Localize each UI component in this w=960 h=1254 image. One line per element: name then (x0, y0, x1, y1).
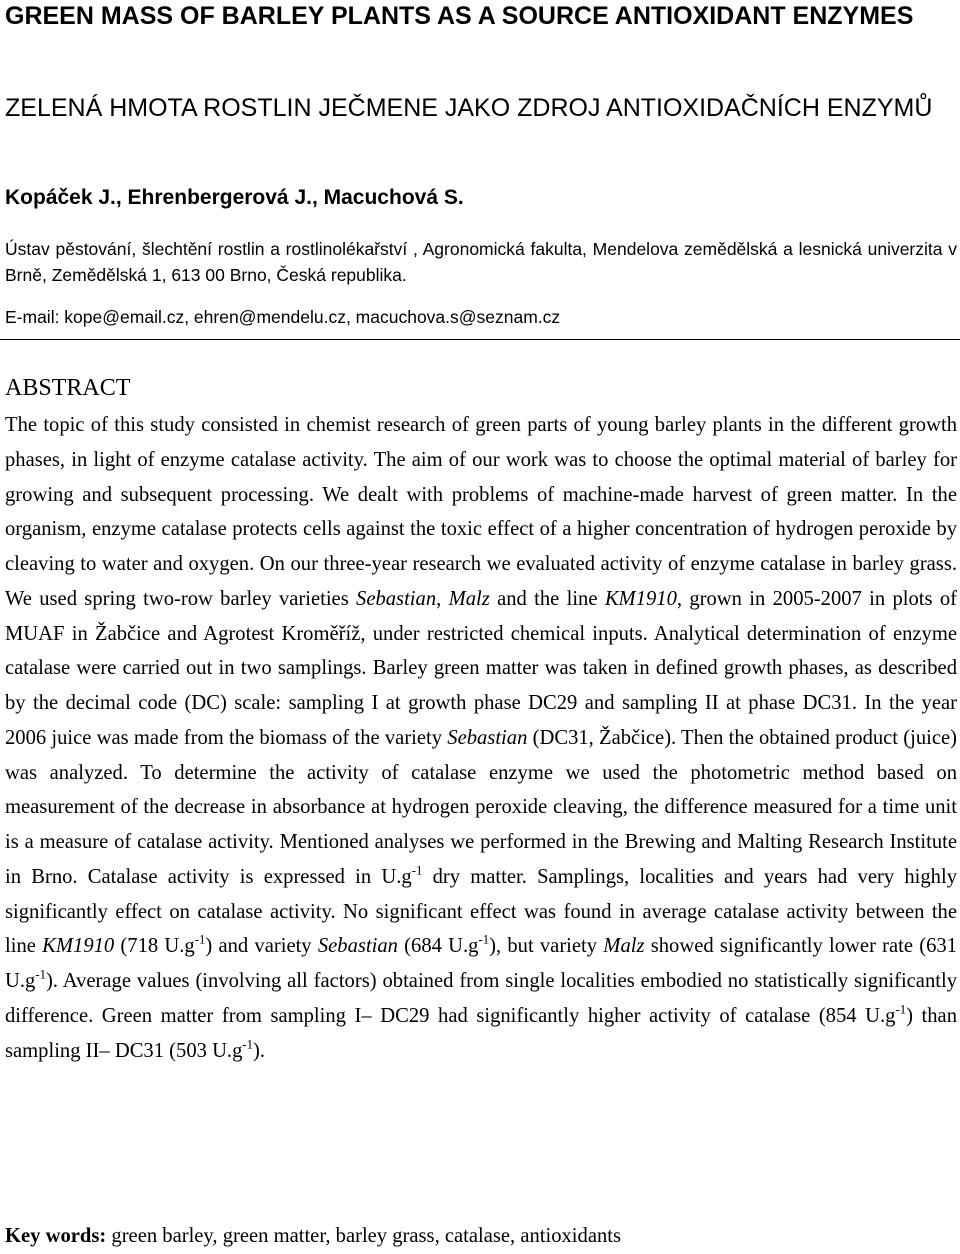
abstract-text-run: ) than sampling II– DC31 (503 U.g (5, 1004, 957, 1062)
abstract-text-run: (684 U.g (397, 935, 479, 958)
abstract-text-run: ). Average values (involving all factors) obtained from single localities embodied no statistically significantly difference. Green matter from sampling I– DC29 had significantly higher activity of catalase (854 U.g (5, 970, 957, 1027)
line-name: KM1910 (604, 587, 677, 610)
variety-name: Malz (448, 587, 490, 610)
unit-exponent: -1 (194, 932, 206, 947)
paper-title-english: GREEN MASS OF BARLEY PLANTS AS A SOURCE ANTIOXIDANT ENZYMES (5, 2, 914, 30)
author-list: Kopáček J., Ehrenbergerová J., Macuchová S. (5, 186, 464, 209)
abstract-text-run: ) and variety (205, 935, 318, 958)
unit-exponent: -1 (35, 967, 46, 982)
unit-exponent: -1 (478, 932, 490, 947)
keywords-list: green barley, green matter, barley grass, catalase, antioxidants (106, 1225, 621, 1247)
abstract-text-run: showed significantly lower rate (631 U.g (5, 935, 957, 992)
line-name: KM1910 (42, 935, 115, 958)
abstract-text-run: ), but variety (489, 935, 604, 958)
abstract-text-run: dry matter. Samplings, localities and years had very highly significantly effect on catalase activity. No significant effect was found in average catalase activity between the line (5, 865, 957, 958)
abstract-text-run: , grown in 2005-2007 in plots of MUAF in Žabčice and Agrotest Kroměříž, under restricted chemical inputs. Analytical determination of enzyme catalase were carried out in two samplings. Barley green matter was taken in defined growth phases, as described by the decimal code (DC) scale: sampling I at growth phase DC29 and sampling II at phase DC31. In the year 2006 juice was made from the biomass of the variety (5, 587, 958, 749)
abstract-text-run: (718 U.g (114, 935, 195, 958)
variety-name: Sebastian (356, 587, 437, 610)
paper-title-czech: ZELENÁ HMOTA ROSTLIN JEČMENE JAKO ZDROJ ANTIOXIDAČNÍCH ENZYMŮ (5, 94, 933, 122)
variety-name: Sebastian (317, 935, 398, 958)
abstract-text-run: , (436, 587, 449, 610)
variety-name: Sebastian (447, 726, 528, 749)
unit-exponent: -1 (411, 863, 423, 878)
affiliation: Ústav pěstování, šlechtění rostlin a rostlinolékařství , Agronomická fakulta, Mendelova zemědělská a lesnická univerzita v Brně, Zemědělská 1, 613 00 Brno, Česká republika. (5, 239, 957, 285)
abstract-text-run: ). (253, 1039, 266, 1062)
unit-exponent: -1 (242, 1037, 254, 1052)
header-divider (0, 339, 960, 340)
unit-exponent: -1 (895, 1002, 907, 1017)
abstract-text (5, 408, 957, 1068)
abstract-text-run: and the line (489, 587, 605, 610)
keywords-label: Key words: (5, 1225, 107, 1247)
keywords (5, 1221, 621, 1251)
contact-email: E-mail: kope@email.cz, ehren@mendelu.cz, macuchova.s@seznam.cz (5, 307, 561, 327)
variety-name: Malz (603, 935, 645, 958)
abstract-text-run: The topic of this study consisted in chemist research of green parts of young barley plants in the different growth phases, in light of enzyme catalase activity. The aim of our work was to choose the optimal material of barley for growing and subsequent processing. We dealt with problems of machine-made harvest of green matter. In the organism, enzyme catalase protects cells against the toxic effect of a higher concentration of hydrogen peroxide by cleaving to water and oxygen. On our three-year research we evaluated activity of enzyme catalase in barley grass. We used spring two-row barley varieties (5, 414, 957, 610)
abstract-text-run: (DC31, Žabčice). Then the obtained product (juice) was analyzed. To determine the activity of catalase enzyme we used the photometric method based on measurement of the decrease in absorbance at hydrogen peroxide cleaving, the difference measured for a time unit is a measure of catalase activity. Mentioned analyses we performed in the Brewing and Malting Research Institute in Brno. Catalase activity is expressed in U.g (5, 726, 957, 888)
abstract-heading: ABSTRACT (5, 375, 131, 401)
